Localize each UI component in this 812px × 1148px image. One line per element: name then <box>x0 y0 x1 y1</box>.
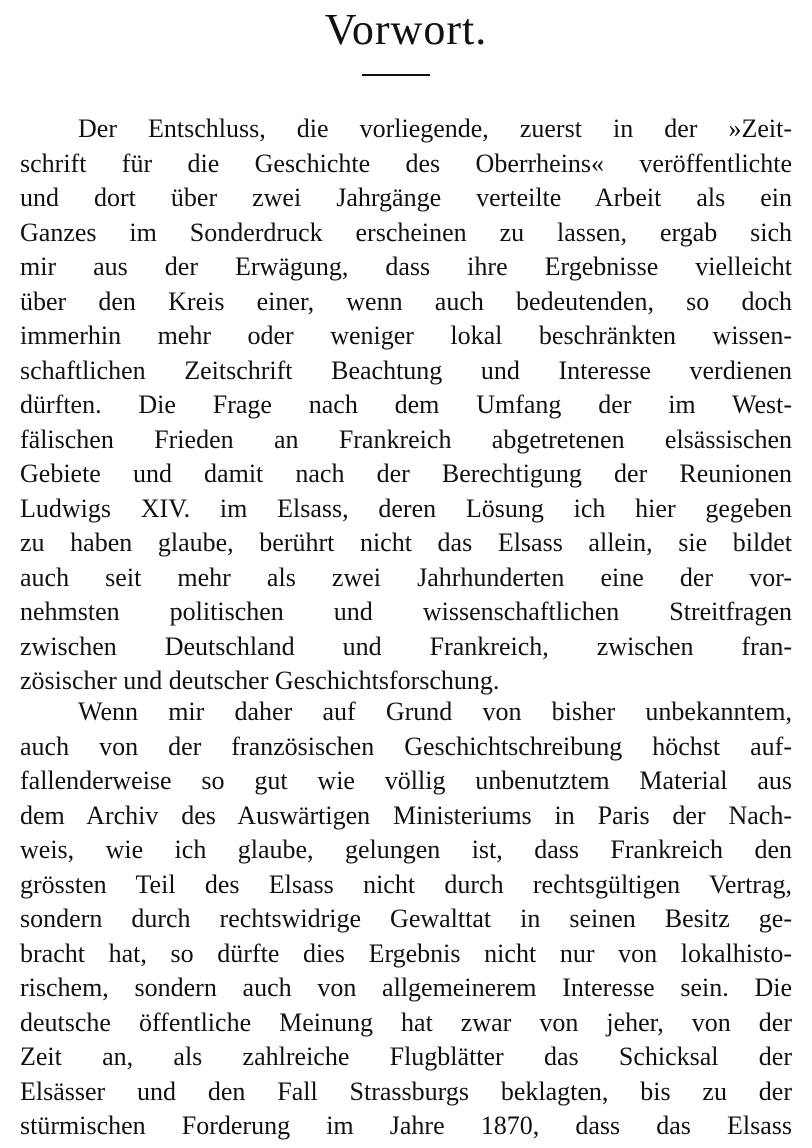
page-title: Vorwort. <box>324 5 488 54</box>
text-line: zösischer und deutscher Geschichtsforschung. <box>20 666 500 695</box>
text-line: Zeit an, als zahlreiche Flugblätter das Schicksal der <box>20 1042 792 1071</box>
paragraph-1 <box>20 112 792 699</box>
text-line: dem Archiv des Auswärtigen Ministeriums in Paris der Nach- <box>20 800 792 830</box>
text-line: sondern durch rechtswidrige Gewalttat in seinen Besitz ge- <box>20 904 792 933</box>
text-line: rischem, sondern auch von allgemeinerem Interesse sein. Die <box>20 973 792 1002</box>
text-line: stürmischen Forderung im Jahre 1870, dass das Elsass <box>20 1111 792 1140</box>
text-line: mir aus der Erwägung, dass ihre Ergebnisse vielleicht <box>20 252 792 281</box>
text-line: zu haben glaube, berührt nicht das Elsass allein, sie bildet <box>20 528 792 557</box>
text-line: auch von der französischen Geschichtschreibung höchst auf- <box>20 731 792 761</box>
text-line: und dort über zwei Jahrgänge verteilte Arbeit als ein <box>20 183 792 212</box>
text-line: schaftlichen Zeitschrift Beachtung und Interesse verdienen <box>20 355 792 385</box>
text-line: grössten Teil des Elsass nicht durch rechtsgültigen Vertrag, <box>20 869 792 899</box>
text-line: weis, wie ich glaube, gelungen ist, dass Frankreich den <box>20 835 792 864</box>
text-line: auch seit mehr als zwei Jahrhunderten eine der vor- <box>20 562 792 592</box>
text-line: schrift für die Geschichte des Oberrheins« veröffentlichte <box>20 148 792 178</box>
text-line: Ganzes im Sonderdruck erscheinen zu lassen, ergab sich <box>20 217 792 247</box>
paragraph-2 <box>20 695 792 1144</box>
text-line: Elsässer und den Fall Strassburgs beklagten, bis zu der <box>20 1076 792 1106</box>
text-line: Der Entschluss, die vorliegende, zuerst in der »Zeit- <box>78 114 792 143</box>
text-line: Wenn mir daher auf Grund von bisher unbekanntem, <box>78 697 792 726</box>
text-line: deutsche öffentliche Meinung hat zwar von jeher, von der <box>20 1007 792 1037</box>
text-line: dürften. Die Frage nach dem Umfang der im West- <box>20 390 792 419</box>
text-line: über den Kreis einer, wenn auch bedeutenden, so doch <box>20 286 792 316</box>
text-line: Ludwigs XIV. im Elsass, deren Lösung ich hier gegeben <box>20 493 792 523</box>
text-line: bracht hat, so dürfte dies Ergebnis nicht nur von lokalhisto- <box>20 938 792 968</box>
title-divider <box>362 74 430 76</box>
text-line: zwischen Deutschland und Frankreich, zwischen fran- <box>20 631 792 661</box>
text-line: fälischen Frieden an Frankreich abgetretenen elsässischen <box>20 424 792 454</box>
text-line: nehmsten politischen und wissenschaftlichen Streitfragen <box>20 597 792 626</box>
text-line: immerhin mehr oder weniger lokal beschränkten wissen- <box>20 321 792 350</box>
text-line: Gebiete und damit nach der Berechtigung der Reunionen <box>20 459 792 488</box>
text-line: fallenderweise so gut wie völlig unbenutztem Material aus <box>20 766 792 795</box>
